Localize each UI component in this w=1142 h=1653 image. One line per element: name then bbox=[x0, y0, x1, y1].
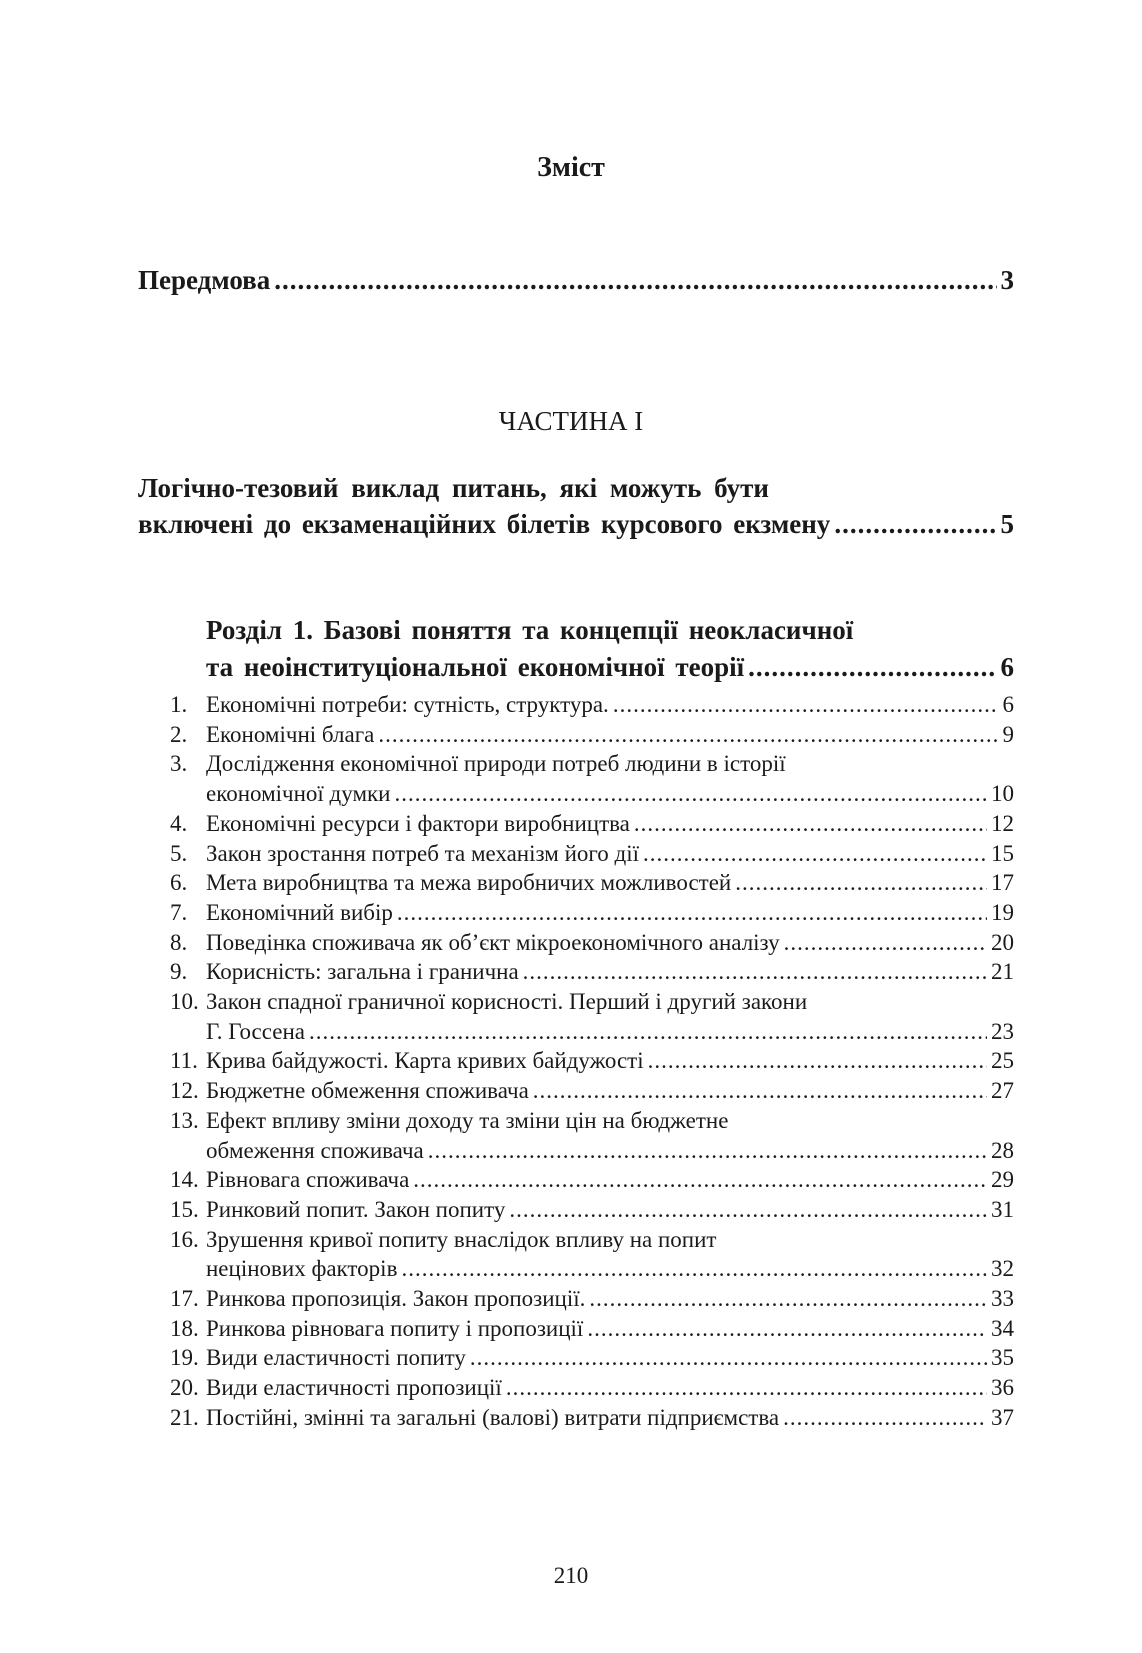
toc-item-number: 11. bbox=[170, 1048, 198, 1074]
toc-item-text: Поведінка споживача як об’єкт мікроекономічного аналізу bbox=[206, 929, 780, 955]
toc-item-text: Ринковий попит. Закон попиту bbox=[206, 1196, 506, 1222]
dot-leader bbox=[834, 509, 996, 540]
toc-item[interactable] bbox=[170, 930, 1014, 956]
toc-item-page: 9 bbox=[1002, 721, 1014, 747]
toc-item-number: 17. bbox=[170, 1286, 199, 1311]
toc-item-number: 1. bbox=[170, 692, 188, 717]
toc-item[interactable] bbox=[170, 811, 1014, 837]
dot-leader bbox=[643, 841, 987, 867]
toc-item-page: 25 bbox=[991, 1048, 1014, 1074]
toc-item[interactable] bbox=[170, 1286, 1014, 1312]
toc-item-page: 34 bbox=[991, 1315, 1014, 1341]
toc-item-text: Закон зростання потреб та механізм його дії bbox=[206, 840, 639, 866]
toc-item-text: Мета виробництва та межа виробничих можливостей bbox=[206, 870, 732, 896]
toc-item[interactable] bbox=[170, 692, 1014, 718]
toc-item-number: 5. bbox=[170, 840, 188, 866]
toc-item[interactable] bbox=[170, 1048, 1014, 1074]
dot-leader bbox=[470, 1345, 987, 1371]
dot-leader bbox=[784, 930, 987, 956]
toc-item[interactable] bbox=[206, 1019, 1014, 1045]
toc-item-number: 8. bbox=[170, 929, 188, 955]
dot-leader bbox=[523, 959, 987, 985]
toc-item-text: Г. Госсена bbox=[206, 1018, 305, 1044]
toc-item-page: 37 bbox=[991, 1404, 1014, 1430]
dot-leader bbox=[735, 870, 987, 896]
toc-item-text: Економічні ресурси і фактори виробництва bbox=[206, 810, 630, 836]
toc-item-number: 9. bbox=[170, 959, 188, 985]
toc-item-text: Бюджетне обмеження споживача bbox=[206, 1078, 529, 1104]
dot-leader bbox=[394, 781, 987, 807]
toc-entry-preface[interactable] bbox=[138, 265, 1014, 296]
toc-item-number: 7. bbox=[170, 899, 188, 925]
toc-item-page: 20 bbox=[991, 929, 1014, 955]
toc-item-text: Рівновага споживача bbox=[206, 1167, 410, 1193]
toc-entry-page: 5 bbox=[1000, 509, 1014, 539]
toc-item[interactable] bbox=[170, 959, 1014, 985]
toc-item-number: 6. bbox=[170, 870, 188, 896]
toc-item-number: 20. bbox=[170, 1375, 199, 1401]
toc-item-page: 28 bbox=[991, 1137, 1014, 1163]
toc-item-page: 29 bbox=[991, 1167, 1014, 1193]
toc-item-text: економічної думки bbox=[206, 781, 391, 807]
toc-entry-label: та неоінституціональної економічної теорії bbox=[206, 652, 745, 682]
toc-item-number: 2. bbox=[170, 721, 188, 747]
toc-item-text: Види еластичності пропозиції bbox=[206, 1375, 502, 1401]
dot-leader bbox=[378, 722, 998, 748]
dot-leader bbox=[509, 1197, 987, 1223]
toc-item-page: 17 bbox=[991, 870, 1014, 896]
toc-item-page: 36 bbox=[991, 1375, 1014, 1401]
toc-item[interactable] bbox=[206, 781, 1014, 807]
toc-item-line bbox=[170, 989, 807, 1015]
toc-item-number: 16. bbox=[170, 1226, 199, 1252]
dot-leader bbox=[401, 1256, 987, 1282]
toc-item-number: 13. bbox=[170, 1107, 199, 1133]
toc-item-text: Ринкова рівновага попиту і пропозиції bbox=[206, 1315, 584, 1341]
toc-item[interactable] bbox=[170, 1197, 1014, 1223]
toc-item-page: 23 bbox=[991, 1018, 1014, 1044]
toc-item-number: 12. bbox=[170, 1078, 199, 1104]
toc-item-text: Ефект впливу зміни доходу та зміни цін на бюджетне bbox=[206, 1107, 729, 1133]
toc-item[interactable] bbox=[170, 1375, 1014, 1401]
toc-item-text: Дослідження економічної природи потреб людини в історії bbox=[206, 751, 786, 777]
toc-item-text: Ринкова пропозиція. Закон пропозиції. bbox=[206, 1286, 586, 1311]
toc-item-text: Закон спадної граничної корисності. Перший і другий закони bbox=[206, 989, 808, 1014]
toc-item-number: 15. bbox=[170, 1196, 199, 1222]
dot-leader bbox=[587, 1316, 987, 1342]
toc-item-page: 12 bbox=[991, 810, 1014, 836]
toc-item-page: 10 bbox=[991, 781, 1014, 807]
toc-item[interactable] bbox=[170, 1316, 1014, 1342]
toc-item-page: 19 bbox=[991, 899, 1014, 925]
toc-item-page: 27 bbox=[991, 1078, 1014, 1104]
toc-item-line bbox=[170, 1108, 728, 1134]
dot-leader bbox=[506, 1375, 987, 1401]
toc-item[interactable] bbox=[170, 1405, 1014, 1431]
dot-leader bbox=[274, 265, 996, 296]
toc-entry-page: 3 bbox=[1000, 265, 1014, 295]
toc-item[interactable] bbox=[206, 1138, 1014, 1164]
toc-item-text: обмеження споживача bbox=[206, 1137, 424, 1163]
toc-item-number: 3. bbox=[170, 751, 188, 777]
dot-leader bbox=[589, 1286, 987, 1312]
toc-item-page: 33 bbox=[991, 1286, 1014, 1311]
toc-item[interactable] bbox=[206, 1256, 1014, 1282]
page-number: 210 bbox=[553, 1563, 589, 1588]
toc-item[interactable] bbox=[170, 1167, 1014, 1193]
toc-entry-label: Передмова bbox=[138, 265, 271, 295]
toc-entry-part[interactable] bbox=[138, 509, 1014, 540]
toc-item[interactable] bbox=[170, 1078, 1014, 1104]
part-description-line: Логічно-тезовий виклад питань, які можуть бути bbox=[138, 473, 769, 503]
toc-item[interactable] bbox=[170, 900, 1014, 926]
toc-item[interactable] bbox=[170, 1345, 1014, 1371]
dot-leader bbox=[613, 692, 999, 718]
toc-entry-section[interactable] bbox=[206, 652, 1014, 683]
toc-item-line bbox=[170, 1227, 716, 1253]
toc-item-page: 35 bbox=[991, 1345, 1014, 1371]
part-title: ЧАСТИНА І bbox=[498, 406, 644, 436]
toc-item-number: 21. bbox=[170, 1404, 199, 1430]
toc-item-page: 6 bbox=[1002, 692, 1014, 717]
dot-leader bbox=[309, 1019, 987, 1045]
toc-item-text: Зрушення кривої попиту внаслідок впливу на попит bbox=[206, 1226, 717, 1252]
toc-item-number: 4. bbox=[170, 810, 188, 836]
toc-item-text: Економічні блага bbox=[206, 721, 375, 747]
toc-item-page: 32 bbox=[991, 1256, 1014, 1282]
toc-item-text: Економічні потреби: сутність, структура. bbox=[206, 692, 609, 717]
toc-item-page: 31 bbox=[991, 1196, 1014, 1222]
toc-item-number: 19. bbox=[170, 1345, 199, 1371]
dot-leader bbox=[397, 900, 987, 926]
dot-leader bbox=[783, 1405, 987, 1431]
page-title: Зміст bbox=[537, 152, 605, 183]
toc-item-text: Корисність: загальна і гранична bbox=[206, 959, 519, 985]
section-title-line: Розділ 1. Базові поняття та концепції неокласичної bbox=[206, 615, 854, 645]
toc-item[interactable] bbox=[170, 722, 1014, 748]
toc-item-text: Крива байдужості. Карта кривих байдужості bbox=[206, 1048, 644, 1074]
toc-item-number: 14. bbox=[170, 1167, 199, 1193]
toc-item-number: 10. bbox=[170, 989, 199, 1014]
dot-leader bbox=[648, 1048, 987, 1074]
dot-leader bbox=[413, 1167, 987, 1193]
dot-leader bbox=[533, 1078, 987, 1104]
dot-leader bbox=[748, 652, 996, 683]
toc-entry-label: включені до екзаменаційних білетів курсового екзмену bbox=[138, 509, 831, 539]
toc-item-line bbox=[170, 751, 786, 777]
toc-item-text: Економічний вибір bbox=[206, 899, 393, 925]
toc-item-text: Постійні, змінні та загальні (валові) витрати підприємства bbox=[206, 1404, 780, 1430]
toc-entry-page: 6 bbox=[1000, 652, 1014, 682]
toc-item[interactable] bbox=[170, 870, 1014, 896]
toc-item-page: 21 bbox=[991, 959, 1014, 985]
toc-item-text: Види еластичності попиту bbox=[206, 1345, 466, 1371]
toc-item-text: нецінових факторів bbox=[206, 1256, 398, 1282]
toc-item-page: 15 bbox=[991, 840, 1014, 866]
dot-leader bbox=[428, 1138, 987, 1164]
dot-leader bbox=[634, 811, 987, 837]
toc-item[interactable] bbox=[170, 841, 1014, 867]
toc-item-number: 18. bbox=[170, 1315, 199, 1341]
